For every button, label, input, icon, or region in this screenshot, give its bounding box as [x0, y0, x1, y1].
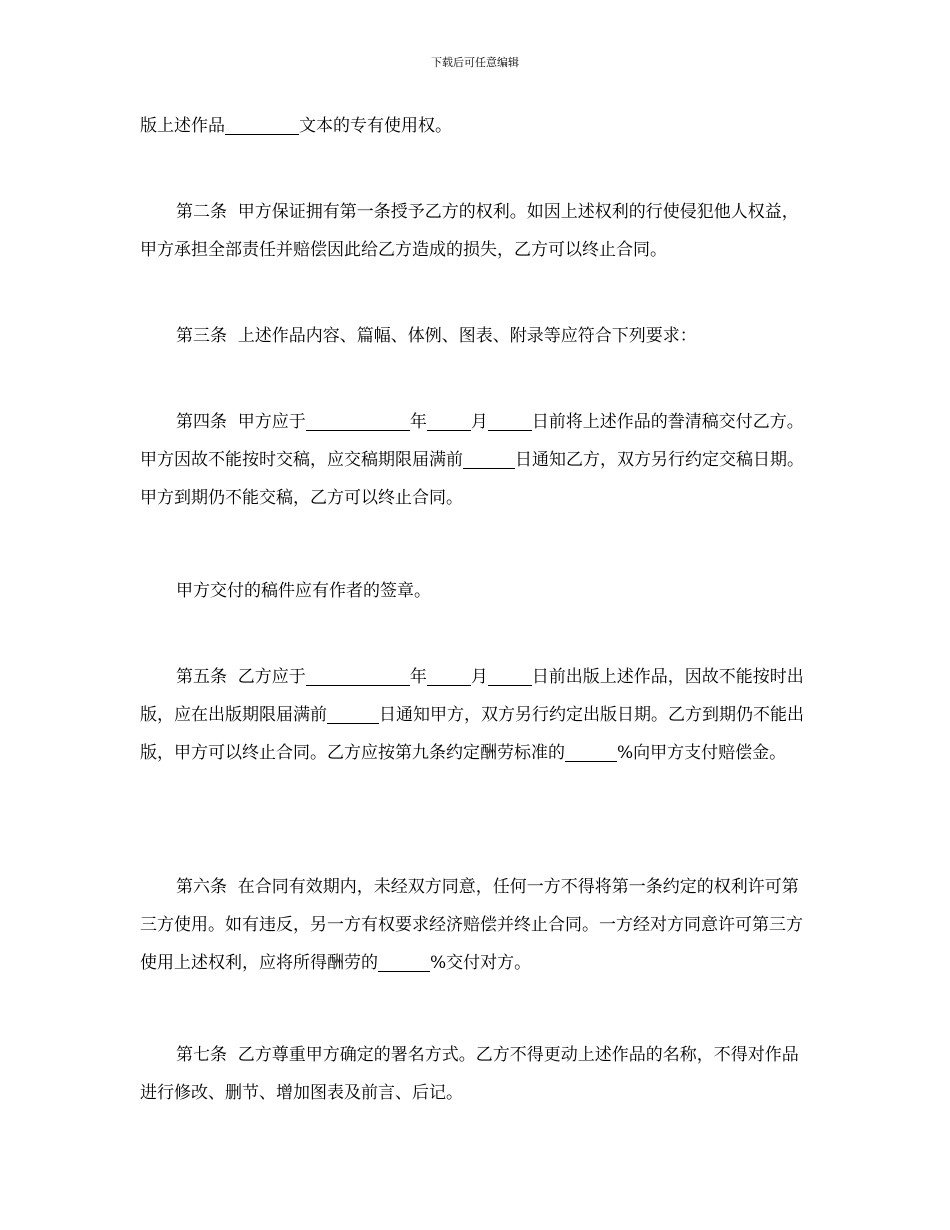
fill-blank-percent	[565, 739, 617, 762]
fill-blank-days	[463, 446, 515, 469]
article-5: 第五条 乙方应于 年 月 日前出版上述作品，因故不能按时出版，应在出版期限届满前 日通知甲方，双方另行约定出版日期。乙方到期仍不能出版，甲方可以终止合同。乙方应按第九条约定酬劳标准的 %向甲方支付赔偿金。	[140, 658, 812, 772]
article-3: 第三条 上述作品内容、篇幅、体例、图表、附录等应符合下列要求：	[176, 326, 697, 346]
article-7: 第七条 乙方尊重甲方确定的署名方式。乙方不得更动上述作品的名称，不得对作品进行修改、删节、增加图表及前言、后记。	[140, 1045, 799, 1103]
fill-blank-month	[427, 663, 471, 686]
fill-blank	[225, 112, 299, 135]
paragraph-continuation: 版上述作品 文本的专有使用权。	[140, 107, 812, 145]
fill-blank-year	[306, 408, 410, 431]
fill-blank-days	[327, 701, 379, 724]
signature-requirement: 甲方交付的稿件应有作者的签章。	[176, 581, 431, 601]
article-4: 第四条 甲方应于 年 月 日前将上述作品的誊清稿交付乙方。甲方因故不能按时交稿，应交稿期限届满前 日通知乙方，双方另行约定交稿日期。甲方到期仍不能交稿，乙方可以终止合同。	[140, 403, 812, 517]
fill-blank-month	[427, 408, 471, 431]
fill-blank-day	[488, 408, 532, 431]
fill-blank-year	[306, 663, 410, 686]
fill-blank-percent	[378, 949, 430, 972]
article-2: 第二条 甲方保证拥有第一条授予乙方的权利。如因上述权利的行使侵犯他人权益，甲方承担全部责任并赔偿因此给乙方造成的损失，乙方可以终止合同。	[140, 202, 799, 260]
article-6: 第六条 在合同有效期内，未经双方同意，任何一方不得将第一条约定的权利许可第三方使用。如有违反，另一方有权要求经济赔偿并终止合同。一方经对方同意许可第三方使用上述权利，应将所得酬劳的 %交付对方。	[140, 877, 803, 973]
fill-blank-day	[488, 663, 532, 686]
page-header: 下载后可任意编辑	[431, 56, 519, 69]
